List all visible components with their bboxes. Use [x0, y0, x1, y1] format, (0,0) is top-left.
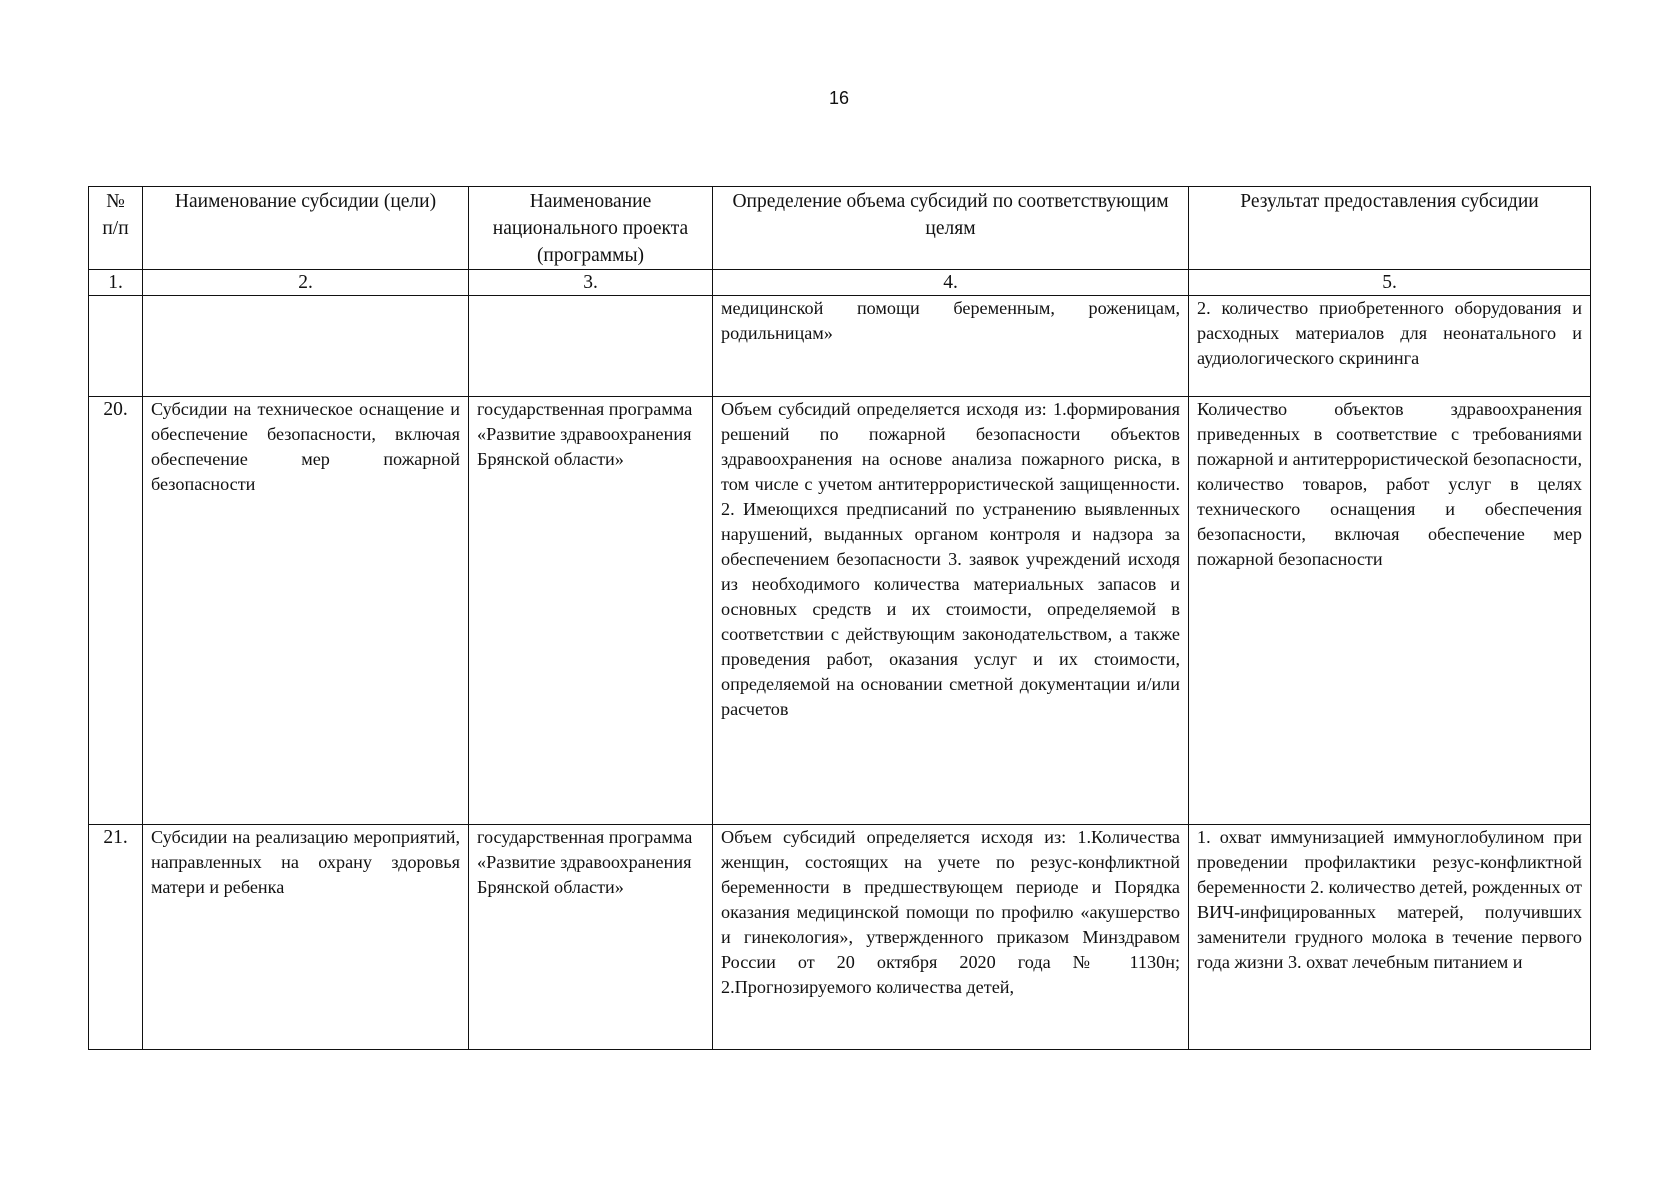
table-row: [89, 296, 1591, 397]
program-cell: государственная программа «Развитие здравоохранения Брянской области»: [469, 825, 713, 1050]
header-result: Результат предоставления субсидии: [1189, 187, 1591, 270]
column-number: 5.: [1189, 270, 1591, 296]
program-cell: [469, 296, 713, 397]
result-cell: Количество объектов здравоохранения приведенных в соответствие с требованиями пожарной и антитеррористической безопасности, количество товаров, работ услуг в целях технического оснащения и обеспечения безопасности, включая обеспечение мер пожарной безопасности: [1189, 397, 1591, 825]
header-num: № п/п: [89, 187, 143, 270]
table-row: [89, 825, 1591, 1050]
subsidy-name-cell: Субсидии на реализацию мероприятий, направленных на охрану здоровья матери и ребенка: [143, 825, 469, 1050]
header-volume-definition: Определение объема субсидий по соответствующим целям: [713, 187, 1189, 270]
row-number: 21.: [89, 825, 143, 1050]
column-number: 1.: [89, 270, 143, 296]
subsidy-name-cell: Субсидии на техническое оснащение и обеспечение безопасности, включая обеспечение мер пожарной безопасности: [143, 397, 469, 825]
result-cell: 2. количество приобретенного оборудования и расходных материалов для неонатального и аудиологического скрининга: [1189, 296, 1591, 397]
table-row: [89, 397, 1591, 825]
subsidy-name-cell: [143, 296, 469, 397]
page-number: 16: [828, 88, 850, 108]
program-cell: государственная программа «Развитие здравоохранения Брянской области»: [469, 397, 713, 825]
column-number: 4.: [713, 270, 1189, 296]
volume-cell: медицинской помощи беременным, роженицам, родильницам»: [713, 296, 1189, 397]
column-number-row: [89, 270, 1591, 296]
table-header-row: [89, 187, 1591, 270]
column-number: 2.: [143, 270, 469, 296]
row-number: 20.: [89, 397, 143, 825]
row-number: [89, 296, 143, 397]
column-number: 3.: [469, 270, 713, 296]
result-cell: 1. охват иммунизацией иммуноглобулином при проведении профилактики резус-конфликтной беременности 2. количество детей, рожденных от ВИЧ-инфицированных матерей, получивших заменители грудного молока в течение первого года жизни 3. охват лечебным питанием и: [1189, 825, 1591, 1050]
header-subsidy-name: Наименование субсидии (цели): [143, 187, 469, 270]
subsidy-table: [88, 186, 1591, 1050]
header-project-name: Наименование национального проекта (программы): [469, 187, 713, 270]
volume-cell: Объем субсидий определяется исходя из: 1.Количества женщин, состоящих на учете по резус-конфликтной беременности в предшествующем периоде и Порядка оказания медицинской помощи по профилю «акушерство и гинекология», утвержденного приказом Минздравом России от 20 октября 2020 года № 1130н; 2.Прогнозируемого количества детей,: [713, 825, 1189, 1050]
volume-cell: Объем субсидий определяется исходя из: 1.формирования решений по пожарной безопасности объектов здравоохранения на основе анализа пожарного риска, в том числе с учетом антитеррористической защищенности. 2. Имеющихся предписаний по устранению выявленных нарушений, выданных органом контроля и надзора за обеспечением безопасности 3. заявок учреждений исходя из необходимого количества материальных запасов и основных средств и их стоимости, определяемой в соответствии с действующим законодательством, а также проведения работ, оказания услуг и их стоимости, определяемой на основании сметной документации и/или расчетов: [713, 397, 1189, 825]
